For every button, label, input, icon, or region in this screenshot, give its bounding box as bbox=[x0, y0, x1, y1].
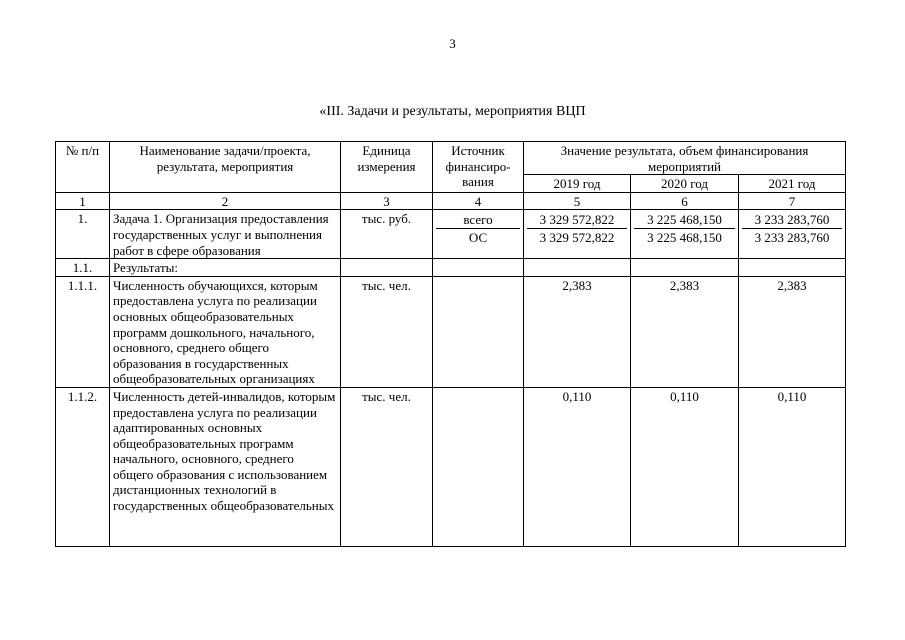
section-title: «III. Задачи и результаты, мероприятия ВЦП bbox=[319, 104, 586, 119]
row-number: 1.1.1. bbox=[56, 276, 110, 387]
table-row bbox=[56, 387, 846, 546]
table-row bbox=[56, 259, 846, 277]
column-numbers-row bbox=[56, 192, 846, 210]
row-name: Численность обучающихся, которым предоставлена услуга по реализации основных общеобразовательных программ дошкольного, начального, основного, среднего общего образования в государственных общеобразовательных организациях bbox=[110, 276, 341, 387]
header-source: Источник финансиро-вания bbox=[433, 142, 524, 193]
row-unit: тыс. чел. bbox=[341, 387, 433, 546]
row-value-2020: 2,383 bbox=[631, 276, 739, 387]
column-number: 3 bbox=[341, 192, 433, 210]
row-number: 1. bbox=[56, 210, 110, 259]
value-line: 3 329 572,822 bbox=[539, 212, 615, 228]
header-value: Значение результата, объем финансирования мероприятий bbox=[524, 142, 846, 175]
row-value-2019 bbox=[524, 210, 631, 259]
row-value-2019: 2,383 bbox=[524, 276, 631, 387]
row-source bbox=[433, 387, 524, 546]
column-number: 6 bbox=[631, 192, 739, 210]
row-value-2021: 2,383 bbox=[739, 276, 846, 387]
row-value-2021 bbox=[739, 210, 846, 259]
row-source bbox=[433, 276, 524, 387]
header-row bbox=[56, 142, 846, 175]
row-unit: тыс. руб. bbox=[341, 210, 433, 259]
row-name: Задача 1. Организация предоставления государственных услуг и выполнения работ в сфере образования bbox=[110, 210, 341, 259]
row-name bbox=[110, 387, 341, 546]
row-value-2021: 0,110 bbox=[739, 387, 846, 546]
row-value-2019: 0,110 bbox=[524, 387, 631, 546]
row-unit bbox=[341, 259, 433, 277]
row-source bbox=[433, 210, 524, 259]
value-line: 3 329 572,822 bbox=[527, 228, 627, 246]
row-name: Результаты: bbox=[110, 259, 341, 277]
column-number: 2 bbox=[110, 192, 341, 210]
header-num: № п/п bbox=[56, 142, 110, 193]
value-line: 3 225 468,150 bbox=[647, 212, 722, 228]
source-line: всего bbox=[463, 212, 493, 228]
table-row bbox=[56, 210, 846, 259]
header-unit: Единица измерения bbox=[341, 142, 433, 193]
row-value-2020 bbox=[631, 210, 739, 259]
column-number: 1 bbox=[56, 192, 110, 210]
row-value-2020: 0,110 bbox=[631, 387, 739, 546]
header-year: 2020 год bbox=[631, 175, 739, 193]
header-year: 2021 год bbox=[739, 175, 846, 193]
tasks-results-table bbox=[55, 141, 846, 547]
row-value-2019 bbox=[524, 259, 631, 277]
value-line: 3 233 283,760 bbox=[742, 228, 842, 246]
column-number: 5 bbox=[524, 192, 631, 210]
source-line: ОС bbox=[436, 228, 520, 246]
table-row bbox=[56, 276, 846, 387]
row-source bbox=[433, 259, 524, 277]
row-value-2020 bbox=[631, 259, 739, 277]
row-unit: тыс. чел. bbox=[341, 276, 433, 387]
column-number: 7 bbox=[739, 192, 846, 210]
header-name: Наименование задачи/проекта, результата, мероприятия bbox=[110, 142, 341, 193]
value-line: 3 225 468,150 bbox=[634, 228, 735, 246]
header-year: 2019 год bbox=[524, 175, 631, 193]
row-name-text: Численность детей-инвалидов, которым предоставлена услуга по реализации адаптированных основных общеобразовательных программ начального, основного, среднего общего образования с использованием дистанционных технологий в государственных общеобразовательных bbox=[113, 388, 336, 514]
row-value-2021 bbox=[739, 259, 846, 277]
page-number: 3 bbox=[449, 36, 456, 51]
column-number: 4 bbox=[433, 192, 524, 210]
value-line: 3 233 283,760 bbox=[754, 212, 830, 228]
row-number: 1.1.2. bbox=[56, 387, 110, 546]
row-number: 1.1. bbox=[56, 259, 110, 277]
